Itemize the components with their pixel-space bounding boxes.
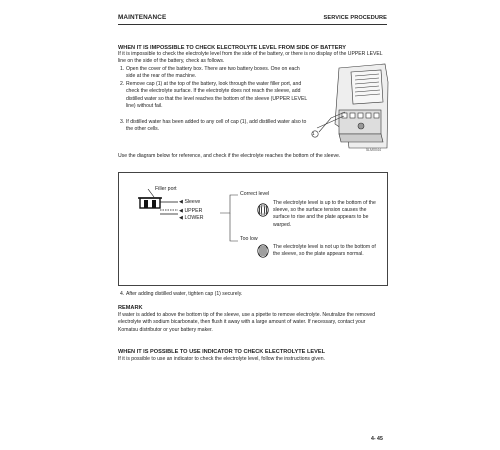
- diagram-note: Use the diagram below for reference, and check if the electrolyte reaches the bottom of the sleeve.: [118, 153, 341, 159]
- upper-label: ◀ UPPER: [179, 208, 203, 214]
- step-1-text: Open the cover of the battery box. There are two battery boxes. One on each side at the rear of the machine.: [126, 66, 300, 80]
- step-2-text: Remove cap (1) at the top of the battery, look through the water filler port, and check the electrolyte surface. If the electrolyte does not reach the sleeve, add distilled water so that the level reaches the bottom of the sleeve (UPPER LEVEL line) without fail.: [126, 81, 308, 109]
- intro-text: If it is impossible to check the electrolyte level from the side of the battery, or there is no display of the UPPER LEVEL line on the side of the battery, check as follows.: [118, 51, 383, 65]
- remark-text: If water is added to above the bottom tip of the sleeve, use a pipette to remove electrolyte. Neutralize the removed electrolyte with sodium bicarbonate, then flush it away with a large amount of water. If necessary, contact your Komatsu distributor or your battery maker.: [118, 312, 376, 333]
- lower-label: ◀ LOWER: [179, 215, 204, 221]
- cell-diagram: [138, 189, 182, 229]
- too-low-description: The electrolyte level is not up to the bottom of the sleeve, so the plate appears normal.: [273, 244, 376, 258]
- correct-level-description: The electrolyte level is up to the bottom of the sleeve, so the surface tension causes the surface to rise and the plate appears to be warped.: [273, 200, 376, 228]
- sleeve-label: ◀ Sleeve: [179, 199, 201, 205]
- upper-text: UPPER: [184, 208, 203, 214]
- correct-level-label: Correct level: [240, 191, 270, 197]
- too-low-icon: [257, 244, 269, 258]
- section-heading-impossible: WHEN IT IS IMPOSSIBLE TO CHECK ELECTROLYTE LEVEL FROM SIDE OF BATTERY: [118, 45, 347, 51]
- possible-text: If it is possible to use an indicator to check the electrolyte level, follow the instructions given.: [118, 356, 325, 362]
- step-3-text: If distilled water has been added to any cell of cap (1), add distilled water also to the other cells.: [126, 119, 307, 133]
- filler-port-label: Filler port: [155, 186, 177, 192]
- step-3-number: 3.: [120, 119, 125, 125]
- connector-lines: [220, 193, 250, 263]
- page-number: 4- 45: [371, 436, 383, 442]
- section-title: MAINTENANCE: [118, 14, 167, 21]
- callout-1: 1: [312, 131, 315, 136]
- too-low-label: Too low: [240, 236, 258, 242]
- step-2-number: 2.: [120, 81, 125, 87]
- remark-heading: REMARK: [118, 305, 143, 311]
- battery-box-illustration: [309, 62, 389, 152]
- step-4-text: After adding distilled water, tighten cap (1) securely.: [126, 291, 243, 297]
- section-heading-possible: WHEN IT IS POSSIBLE TO USE INDICATOR TO CHECK ELECTROLYTE LEVEL: [118, 349, 325, 355]
- step-4-number: 4.: [120, 291, 125, 297]
- sleeve-text: Sleeve: [184, 199, 201, 205]
- correct-level-icon: [257, 203, 269, 217]
- step-1-number: 1.: [120, 66, 125, 72]
- lower-text: LOWER: [184, 215, 204, 221]
- header-rule: [118, 24, 387, 25]
- figure-code: 5LM0044: [366, 148, 381, 152]
- subsection-title: SERVICE PROCEDURE: [323, 15, 387, 21]
